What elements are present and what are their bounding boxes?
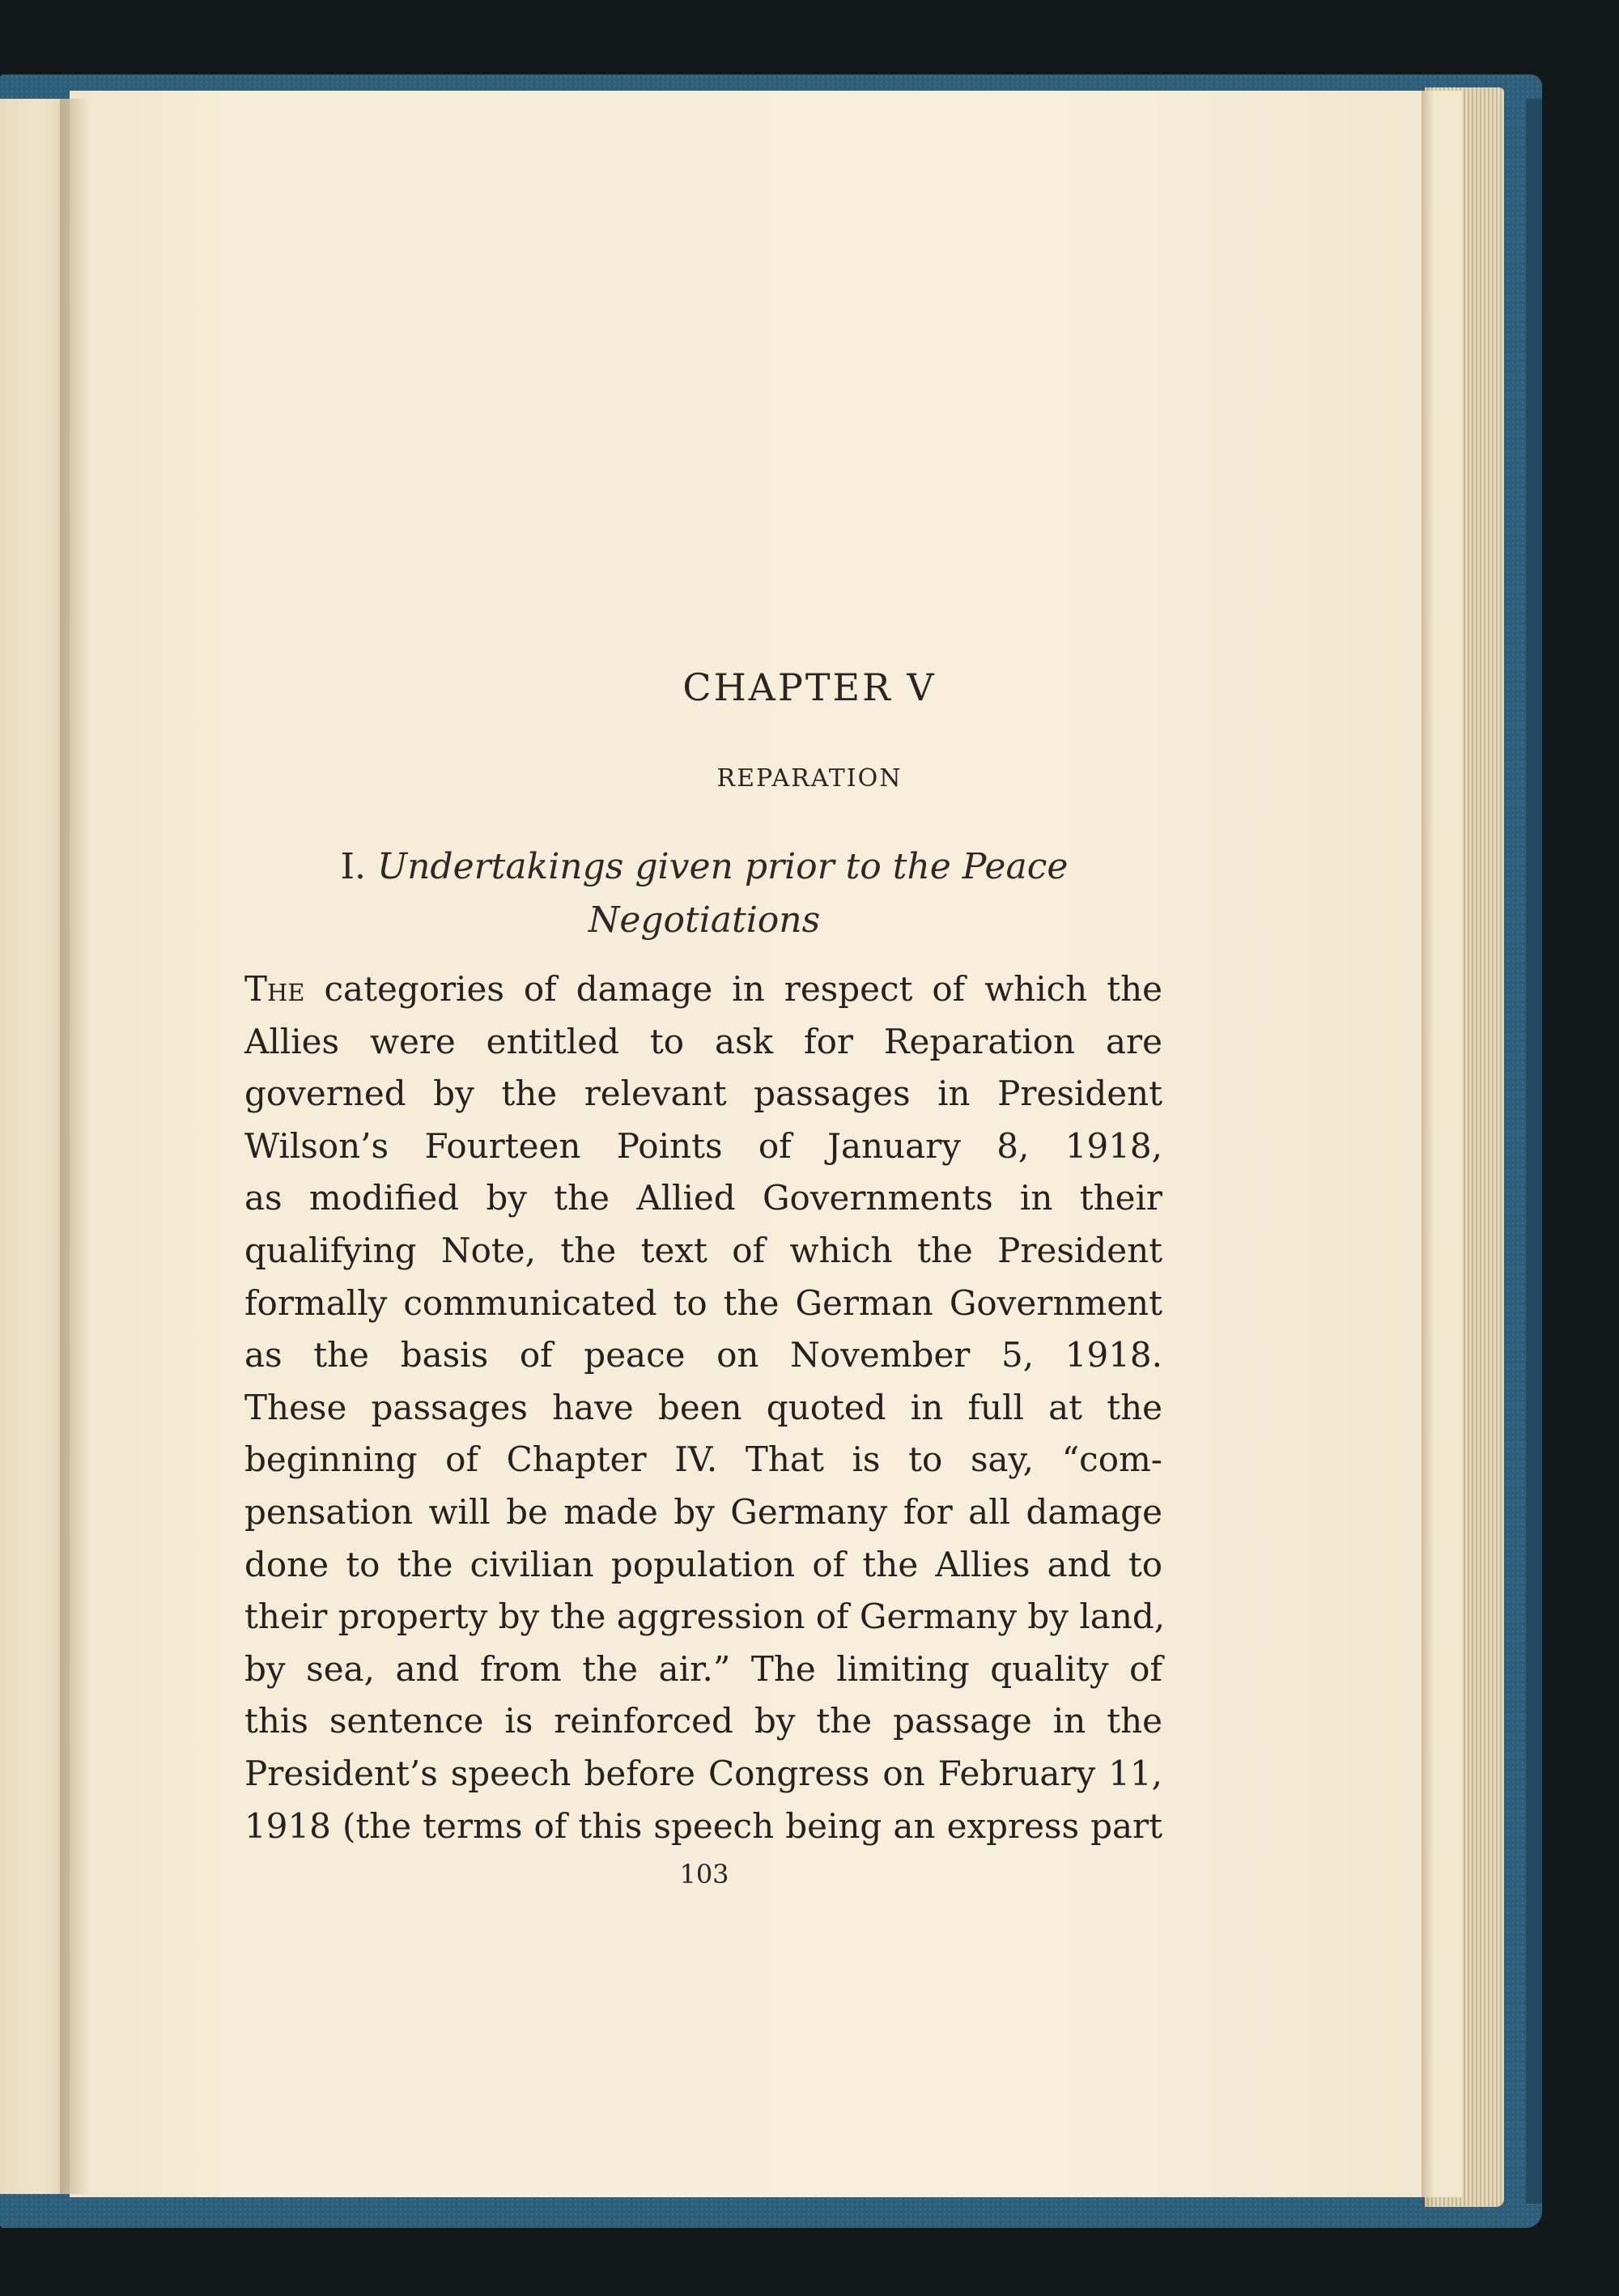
body-line xyxy=(244,1329,1162,1382)
body-line-text: governed by the relevant passages in President xyxy=(244,1074,1162,1114)
page-edge-shadow xyxy=(1421,87,1434,2207)
body-text xyxy=(244,963,1166,1852)
body-line-text: this sentence is reinforced by the passage in the xyxy=(244,1701,1162,1741)
subheading-number: I. xyxy=(340,846,366,887)
body-line xyxy=(244,1486,1162,1539)
body-line-text: President’s speech before Congress on February 11, xyxy=(244,1753,1162,1793)
body-line xyxy=(244,1172,1162,1225)
body-line-text: qualifying Note, the text of which the President xyxy=(244,1230,1162,1270)
body-line xyxy=(244,1225,1162,1278)
body-line xyxy=(244,1016,1162,1069)
body-line xyxy=(244,1068,1162,1120)
body-line-text: These passages have been quoted in full at the xyxy=(244,1387,1162,1427)
page-number: 103 xyxy=(679,1859,729,1890)
body-line-text: by sea, and from the air.” The limiting quality of xyxy=(244,1648,1162,1689)
body-line xyxy=(244,963,1162,1016)
cover-edge xyxy=(1526,99,1542,2204)
subheading xyxy=(0,840,1409,947)
body-line xyxy=(244,1801,1162,1853)
body-line-text: beginning of Chapter IV. That is to say, “com- xyxy=(244,1439,1162,1480)
body-line-text: categories of damage in respect of which the xyxy=(324,969,1163,1009)
body-line-text: as the basis of peace on November 5, 1918. xyxy=(244,1335,1162,1375)
body-line xyxy=(244,1591,1166,1643)
chapter-heading: CHAPTER V xyxy=(682,665,937,709)
body-line xyxy=(244,1382,1162,1435)
first-word: The xyxy=(244,969,305,1009)
body-line xyxy=(244,1539,1162,1592)
body-line-text: done to the civilian population of the Allies and to xyxy=(244,1544,1162,1584)
body-line-text: 1918 (the terms of this speech being an express part xyxy=(244,1805,1162,1846)
body-line-text: Wilson’s Fourteen Points of January 8, 1918, xyxy=(244,1125,1162,1166)
body-line xyxy=(244,1695,1162,1748)
body-line xyxy=(244,1643,1162,1696)
body-line xyxy=(244,1120,1162,1173)
subheading-line-2: Negotiations xyxy=(588,899,821,941)
body-line-text: Allies were entitled to ask for Reparation are xyxy=(244,1021,1162,1061)
body-line-text: their property by the aggression of Germany by land, xyxy=(244,1597,1166,1637)
body-line-text: formally communicated to the German Government xyxy=(244,1282,1162,1323)
section-title: REPARATION xyxy=(716,764,903,793)
subheading-text-1: Undertakings given prior to the Peace xyxy=(376,846,1069,887)
subheading-line-1 xyxy=(0,840,1409,894)
body-line-text: pensation will be made by Germany for all damage xyxy=(244,1491,1162,1532)
body-line xyxy=(244,1278,1162,1330)
body-line-text: as modified by the Allied Governments in their xyxy=(244,1178,1162,1218)
body-line xyxy=(244,1434,1162,1486)
body-line xyxy=(244,1748,1162,1801)
